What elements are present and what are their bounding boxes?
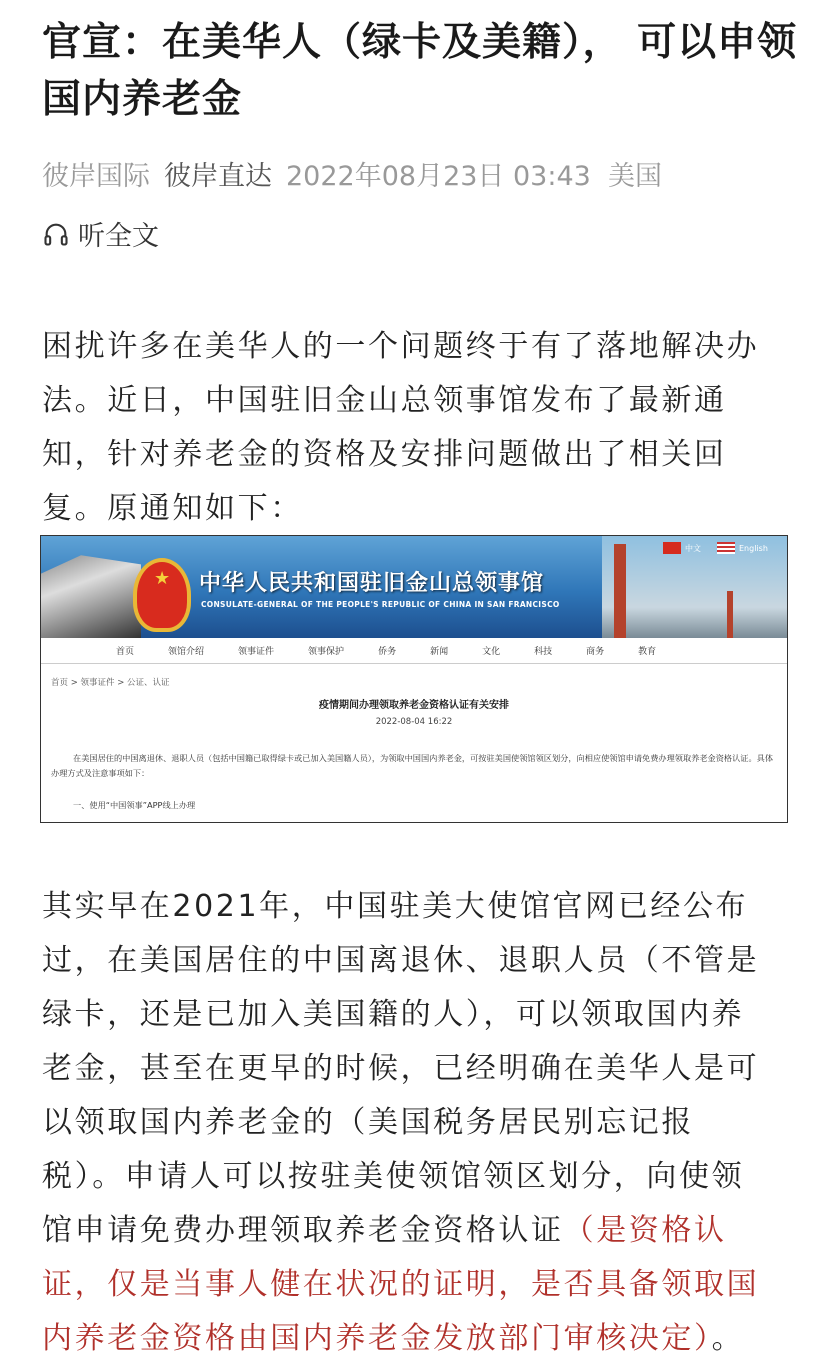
notice-screenshot[interactable] <box>40 535 788 823</box>
text-line: 复。原通知如下： <box>42 491 303 526</box>
nav-item: 领事保护 <box>308 647 345 657</box>
text-line <box>42 1312 792 1366</box>
site-title-cn: 中华人民共和国驻旧金山总领事馆 <box>199 571 545 596</box>
nav-item: 教育 <box>638 647 657 657</box>
nav-item: 新闻 <box>430 647 449 657</box>
text-line: 法。近日，中国驻旧金山总领事馆发布了最新通 <box>42 383 727 418</box>
china-flag-icon <box>663 542 681 554</box>
text-segment: 。 <box>711 1321 745 1356</box>
text-line <box>42 1204 792 1258</box>
text-line: 困扰许多在美华人的一个问题终于有了落地解决办 <box>42 329 760 364</box>
notice-item: 一、使用“中国领事”APP线上办理 <box>73 800 196 810</box>
site-title-en: CONSULATE-GENERAL OF THE PEOPLE'S REPUBLIC OF CHINA IN SAN FRANCISCO <box>201 600 560 609</box>
paragraph-1 <box>42 320 792 536</box>
text-line: 绿卡，还是已加入美国籍的人），可以领取国内养 <box>42 997 745 1032</box>
notice-title: 疫情期间办理领取养老金资格认证有关安排 <box>319 700 509 711</box>
great-wall-image <box>41 546 141 638</box>
highlight-text: 内养老金资格由国内养老金发放部门审核决定） <box>42 1321 712 1356</box>
author-name[interactable]: 彼岸直达 <box>164 161 272 192</box>
text-line: 其实早在2021年，中国驻美大使馆官网已经公布 <box>42 889 749 924</box>
nav-item: 文化 <box>482 647 501 657</box>
lang-label: English <box>739 543 768 553</box>
nav-item: 侨务 <box>378 647 397 657</box>
breadcrumb: 首页 > 领事证件 > 公证、认证 <box>51 678 170 688</box>
nav-item: 领馆介绍 <box>168 647 205 657</box>
paragraph-2 <box>42 880 792 1366</box>
source-name[interactable]: 彼岸国际 <box>42 161 150 192</box>
text-line: 以领取国内养老金的（美国税务居民别忘记报 <box>42 1105 694 1140</box>
lang-cn <box>663 542 701 554</box>
article-meta <box>42 154 662 193</box>
text-line: 老金，甚至在更早的时候，已经明确在美华人是可 <box>42 1051 760 1086</box>
nav-item: 领事证件 <box>238 647 275 657</box>
site-nav <box>41 638 787 664</box>
text-line: 过，在美国居住的中国离退休、退职人员（不管是 <box>42 943 760 978</box>
us-flag-icon <box>717 542 735 554</box>
site-banner <box>41 536 787 638</box>
nav-item: 科技 <box>534 647 553 657</box>
text-line: 税）。申请人可以按驻美使领馆领区划分，向使领 <box>42 1159 745 1194</box>
listen-label: 听全文 <box>78 221 159 252</box>
notice-date: 2022-08-04 16:22 <box>375 717 453 727</box>
notice-body: 在美国居住的中国离退休、退职人员（包括中国籍已取得绿卡或已加入美国籍人员），为领取中国国内养老金，可按驻美国使领馆领区划分，向相应使领馆申请免费办理领取养老金资格认证。具体办理方式及注意事项如下： <box>51 753 774 778</box>
text-line: 知，针对养老金的资格及安排问题做出了相关回 <box>42 437 727 472</box>
highlight-text: 证，仅是当事人健在状况的证明，是否具备领取国 <box>42 1267 760 1302</box>
listen-button[interactable] <box>42 214 159 253</box>
nav-item: 商务 <box>586 647 605 657</box>
highlight-text: （是资格认 <box>563 1213 727 1248</box>
publish-datetime: 2022年08月23日 03:43 <box>286 161 591 192</box>
nav-item: 首页 <box>116 647 135 657</box>
text-segment: 馆申请免费办理领取养老金资格认证 <box>42 1213 564 1248</box>
lang-en <box>717 542 768 554</box>
national-emblem-icon <box>133 558 191 632</box>
location: 美国 <box>608 161 662 192</box>
lang-label: 中文 <box>685 543 701 553</box>
article-title: 官宣：在美华人（绿卡及美籍）， 可以申领国内养老金 <box>42 20 798 122</box>
headphones-icon <box>42 220 70 248</box>
